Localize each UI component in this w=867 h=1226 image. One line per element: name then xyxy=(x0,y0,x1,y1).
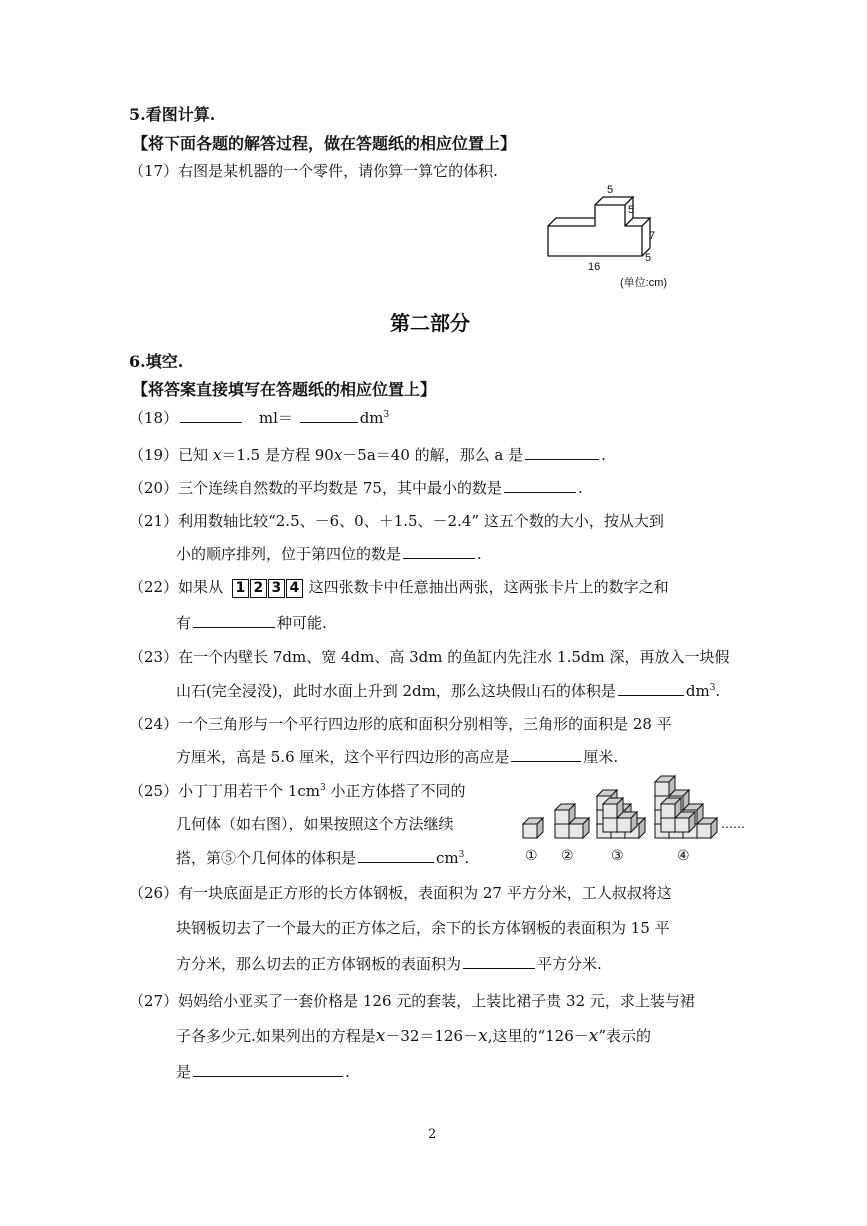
question-24-line-2 xyxy=(176,745,618,767)
q25-blank[interactable] xyxy=(358,846,434,863)
question-26-line-2: 块钢板切去了一个最大的正方体之后，余下的长方体钢板的表面积为 15 平 xyxy=(176,919,670,937)
figure-label-height: 7 xyxy=(649,230,656,242)
figure-label-top: 5 xyxy=(607,184,614,196)
question-19 xyxy=(129,443,606,465)
question-26-line-1: （26）有一块底面是正方形的长方体钢板，表面积为 27 平方分米，工人叔叔将这 xyxy=(129,884,672,902)
q27-text-5: 是 xyxy=(176,1063,192,1081)
figure-label-4: ④ xyxy=(677,848,690,864)
q18-unit-ml: ml＝ xyxy=(258,409,293,427)
figure-label-2: ② xyxy=(561,848,574,864)
q19-variable: x xyxy=(212,446,222,464)
cube xyxy=(523,818,543,838)
q26-unit: 平方分米. xyxy=(537,955,602,973)
page-number: 2 xyxy=(428,1127,437,1142)
number-card: 4 xyxy=(286,579,303,598)
q22-blank[interactable] xyxy=(193,611,275,628)
question-21-line-1: （21）利用数轴比较“2.5、－6、0、＋1.5、－2.4” 这五个数的大小，按从大到 xyxy=(129,512,664,530)
question-27-line-2 xyxy=(176,1025,651,1046)
q18-unit-dm: dm xyxy=(359,409,384,427)
question-27-line-3 xyxy=(176,1060,350,1082)
q20-blank[interactable] xyxy=(504,476,576,493)
q22-text-2: 这四张数卡中任意抽出两张，这两张卡片上的数字之和 xyxy=(308,578,669,596)
q27-text-4: ”表示的 xyxy=(598,1027,652,1045)
q27-blank[interactable] xyxy=(193,1060,343,1077)
q23-blank[interactable] xyxy=(618,679,684,696)
q19-text-1: （19）已知 xyxy=(129,446,209,464)
part-two-heading: 第二部分 xyxy=(390,311,470,335)
figure-label-step: 5 xyxy=(628,204,635,216)
continuation-dots: …… xyxy=(721,817,745,831)
q19-variable-2: x xyxy=(333,446,343,464)
q23-end: . xyxy=(715,682,721,700)
q25-text-1: （25）小丁丁用若干个 1cm xyxy=(129,782,321,800)
q26-blank[interactable] xyxy=(463,952,535,969)
number-card: 3 xyxy=(268,579,285,598)
figure-label-3: ③ xyxy=(611,848,624,864)
q22-text-3: 有 xyxy=(176,614,192,632)
q23-unit: dm xyxy=(685,682,710,700)
question-24-line-1: （24）一个三角形与一个平行四边形的底和面积分别相等，三角形的面积是 28 平 xyxy=(129,715,672,733)
q27-variable: x xyxy=(375,1026,386,1046)
question-25-line-3 xyxy=(176,846,469,868)
q20-end: . xyxy=(577,479,583,497)
q19-blank[interactable] xyxy=(525,443,599,460)
question-21-line-2 xyxy=(176,542,482,564)
figure-unit: (单位:cm) xyxy=(620,277,668,289)
q22-text-1: （22）如果从 xyxy=(129,578,224,596)
section-6-title: 6.填空. xyxy=(129,352,184,371)
figure-label-length: 16 xyxy=(588,261,601,273)
figure-label-depth: 5 xyxy=(645,252,652,264)
number-card: 2 xyxy=(250,579,267,598)
section-5-title: 5.看图计算. xyxy=(129,105,216,124)
section-5-instruction: 【将下面各题的解答过程，做在答题纸的相应位置上】 xyxy=(132,134,517,153)
figure-label-1: ① xyxy=(525,848,538,864)
question-20 xyxy=(129,476,583,498)
q27-variable-2: x xyxy=(478,1026,488,1046)
q25-unit: cm xyxy=(436,849,459,867)
cube-stack-3 xyxy=(597,790,645,838)
question-26-line-3 xyxy=(176,952,602,974)
q18-superscript: 3 xyxy=(383,410,390,420)
q19-text-2: ＝1.5 是方程 90 xyxy=(221,446,334,464)
question-27-line-1: （27）妈妈给小亚买了一套价格是 126 元的套装，上装比裙子贵 32 元，求上装与裙 xyxy=(129,992,695,1010)
cube-stacks-figure xyxy=(515,770,775,865)
q19-text-3: －5a＝40 的解，那么 a 是 xyxy=(342,446,524,464)
cube-stack-4 xyxy=(655,776,717,838)
section-6-instruction: 【将答案直接填写在答题纸的相应位置上】 xyxy=(132,380,437,399)
q22-text-4: 种可能. xyxy=(277,614,327,632)
q25-end: . xyxy=(464,849,470,867)
q18-blank-2[interactable] xyxy=(300,406,358,423)
question-18 xyxy=(129,406,389,428)
q21-end: . xyxy=(477,545,482,563)
q27-variable-3: x xyxy=(588,1026,599,1046)
question-25-line-1 xyxy=(129,780,466,801)
number-card: 1 xyxy=(232,579,249,598)
q21-text: 小的顺序排列，位于第四位的数是 xyxy=(176,545,402,563)
q25-superscript-2: 3 xyxy=(458,850,465,860)
question-22-line-2 xyxy=(176,611,327,633)
q24-unit: 厘米. xyxy=(583,748,619,766)
q27-end: . xyxy=(345,1063,350,1081)
question-23-line-1: （23）在一个内壁长 7dm、宽 4dm、高 3dm 的鱼缸内先注水 1.5dm 深，再放入一块假 xyxy=(129,648,730,666)
q19-end: . xyxy=(601,446,606,464)
q23-superscript: 3 xyxy=(709,683,716,693)
q23-text: 山石(完全浸没)，此时水面上升到 2dm，那么这块假山石的体积是 xyxy=(176,682,616,700)
question-23-line-2 xyxy=(176,679,720,701)
q18-blank-1[interactable] xyxy=(180,406,242,423)
q27-text-2: －32＝126－ xyxy=(385,1027,479,1045)
question-25-line-2: 几何体（如右图），如果按照这个方法继续 xyxy=(176,815,454,833)
machine-part-figure xyxy=(540,178,690,293)
q21-blank[interactable] xyxy=(403,542,475,559)
question-17: （17）右图是某机器的一个零件，请你算一算它的体积. xyxy=(129,162,498,180)
q27-text-3: ,这里的“126－ xyxy=(487,1027,589,1045)
q26-text: 方分米，那么切去的正方体钢板的表面积为 xyxy=(176,955,462,973)
q25-text-3: 搭，第⑤个几何体的体积是 xyxy=(176,849,357,867)
question-22-line-1 xyxy=(129,576,669,598)
q25-text-2: 小正方体搭了不同的 xyxy=(325,782,466,800)
q24-text: 方厘米，高是 5.6 厘米，这个平行四边形的高应是 xyxy=(176,748,510,766)
q20-text: （20）三个连续自然数的平均数是 75，其中最小的数是 xyxy=(129,479,502,497)
q24-blank[interactable] xyxy=(511,745,581,762)
cube-stack-2 xyxy=(555,804,589,838)
number-cards xyxy=(232,578,304,596)
q18-number: （18） xyxy=(129,409,179,427)
q27-text-1: 子各多少元.如果列出的方程是 xyxy=(176,1027,376,1045)
q25-superscript: 3 xyxy=(320,783,326,793)
